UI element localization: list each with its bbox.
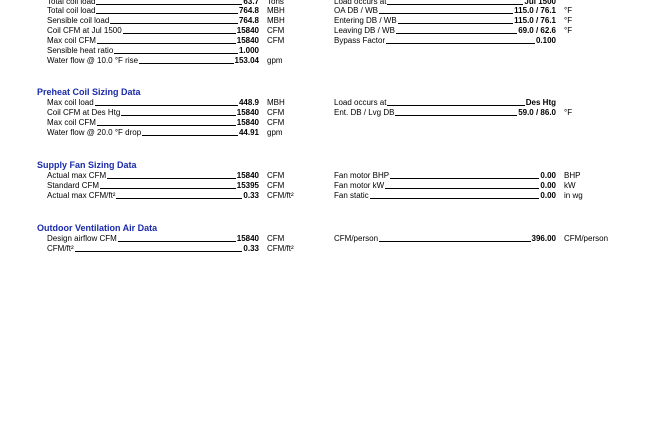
row-value: 0.00: [540, 181, 556, 190]
row-value: 15395: [236, 181, 259, 190]
row-label: Entering DB / WB: [334, 16, 397, 25]
row-label: Max coil load: [47, 98, 94, 107]
data-row: [47, 26, 287, 36]
row-unit: gpm: [267, 128, 283, 137]
data-row: [334, 108, 624, 118]
row-value: 15840: [236, 234, 259, 243]
row-label: Leaving DB / WB: [334, 26, 395, 35]
row-value: 1.000: [238, 46, 259, 55]
data-row: [334, 191, 624, 201]
row-unit: MBH: [267, 6, 285, 15]
row-label: Fan motor kW: [334, 181, 385, 190]
row-value: 153.04: [234, 56, 259, 65]
row-value: 69.0 / 62.6: [518, 26, 556, 35]
row-value: 15840: [236, 118, 259, 127]
row-unit: CFM/ft²: [267, 244, 294, 253]
data-row: [334, 181, 624, 191]
row-unit: CFM: [267, 171, 285, 180]
row-label: CFM/person: [334, 234, 379, 243]
row-unit: °F: [564, 26, 573, 35]
row-value: 15840: [236, 108, 259, 117]
row-label: Total coil load: [47, 0, 96, 6]
data-row: [47, 36, 287, 46]
data-row: [334, 98, 624, 108]
row-unit: CFM/ft²: [267, 191, 294, 200]
row-unit: CFM: [267, 36, 285, 45]
section-title: Preheat Coil Sizing Data: [37, 87, 141, 97]
row-value: Jul 1500: [524, 0, 556, 6]
data-row: [47, 234, 287, 244]
row-unit: MBH: [267, 98, 285, 107]
row-label: Design airflow CFM: [47, 234, 117, 243]
row-label: Actual max CFM: [47, 171, 107, 180]
row-unit: CFM: [267, 26, 285, 35]
row-unit: MBH: [267, 16, 285, 25]
row-value: 0.33: [243, 191, 259, 200]
row-unit: CFM: [267, 108, 285, 117]
row-value: 448.9: [238, 98, 259, 107]
row-value: 115.0 / 76.1: [514, 16, 556, 25]
row-unit: CFM: [267, 181, 285, 190]
row-value: Des Htg: [525, 98, 556, 107]
data-row: [334, 26, 624, 36]
data-row: [47, 171, 287, 181]
row-unit: in wg: [564, 191, 583, 200]
data-row: [47, 118, 287, 128]
row-value: 15840: [236, 171, 259, 180]
row-value: 0.100: [535, 36, 556, 45]
row-label: Load occurs at: [334, 98, 387, 107]
data-row: [47, 46, 287, 56]
data-row: [334, 36, 624, 46]
data-row: [47, 191, 294, 201]
row-label: Coil CFM at Des Htg: [47, 108, 121, 117]
section-title: Outdoor Ventilation Air Data: [37, 223, 158, 233]
section-title: Supply Fan Sizing Data: [37, 160, 137, 170]
row-value: 15840: [236, 26, 259, 35]
row-value: 115.0 / 76.1: [514, 6, 556, 15]
row-value: 0.00: [540, 171, 556, 180]
row-unit: gpm: [267, 56, 283, 65]
row-unit: CFM: [267, 118, 285, 127]
data-row: [47, 108, 287, 118]
row-unit: BHP: [564, 171, 581, 180]
row-label: Ent. DB / Lvg DB: [334, 108, 395, 117]
row-value: 63.7: [243, 0, 259, 6]
data-row: [334, 171, 624, 181]
row-label: Load occurs at: [334, 0, 387, 6]
data-row: [47, 16, 287, 26]
row-label: Fan static: [334, 191, 369, 200]
row-label: CFM/ft²: [47, 244, 74, 253]
data-row: [47, 6, 287, 16]
row-label: Sensible coil load: [47, 16, 110, 25]
row-unit: Tons: [267, 0, 284, 6]
row-value: 59.0 / 86.0: [518, 108, 556, 117]
row-value: 15840: [236, 36, 259, 45]
row-unit: °F: [564, 16, 573, 25]
row-value: 0.00: [540, 191, 556, 200]
row-unit: CFM/person: [564, 234, 609, 243]
row-unit: kW: [564, 181, 576, 190]
row-label: Bypass Factor: [334, 36, 386, 45]
data-row: [47, 128, 287, 138]
row-value: 764.8: [238, 16, 259, 25]
row-unit: °F: [564, 6, 573, 15]
row-label: Water flow @ 10.0 °F rise: [47, 56, 139, 65]
row-label: Sensible heat ratio: [47, 46, 114, 55]
row-value: 0.33: [243, 244, 259, 253]
row-label: Water flow @ 20.0 °F drop: [47, 128, 142, 137]
data-row: [47, 56, 287, 66]
row-value: 396.00: [531, 234, 556, 243]
row-label: Coil CFM at Jul 1500: [47, 26, 122, 35]
row-label: Actual max CFM/ft²: [47, 191, 116, 200]
row-label: OA DB / WB: [334, 6, 379, 15]
row-label: Fan motor BHP: [334, 171, 390, 180]
row-value: 44.91: [238, 128, 259, 137]
row-label: Max coil CFM: [47, 118, 96, 127]
data-row: [47, 98, 287, 108]
data-row: [47, 244, 294, 254]
row-label: Standard CFM: [47, 181, 100, 190]
data-row: [334, 16, 624, 26]
data-row: [334, 6, 624, 16]
data-row: [334, 234, 624, 244]
row-value: 764.8: [238, 6, 259, 15]
data-row: [47, 181, 287, 191]
row-unit: CFM: [267, 234, 285, 243]
row-unit: °F: [564, 108, 573, 117]
row-label: Total coil load: [47, 6, 96, 15]
row-label: Max coil CFM: [47, 36, 96, 45]
